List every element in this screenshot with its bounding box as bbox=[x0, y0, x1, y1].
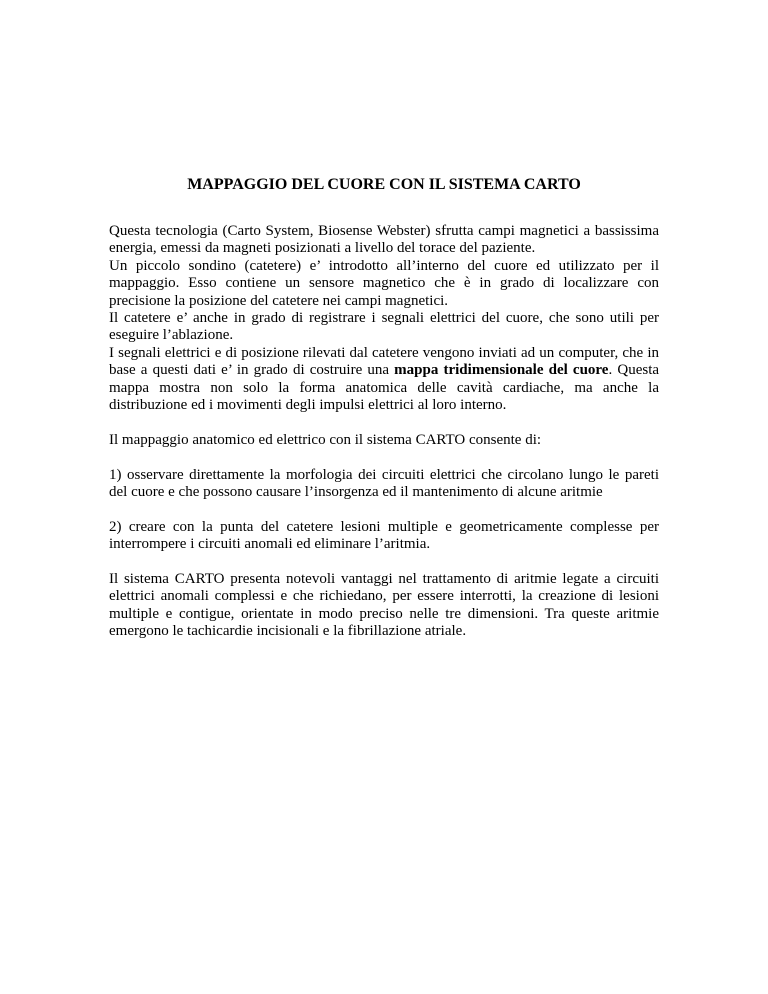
document-body bbox=[109, 223, 659, 641]
paragraph-list-intro: Il mappaggio anatomico ed elettrico con il sistema CARTO consente di: bbox=[109, 431, 542, 448]
paragraph-catheter: Un piccolo sondino (catetere) e’ introdotto all’interno del cuore ed utilizzato per il mappaggio. Esso contiene un sensore magnetico che è in grado di localizzare con precisione la posizione del catetere nei campi magnetici. bbox=[109, 257, 659, 309]
paragraph-computer-map bbox=[109, 345, 659, 415]
paragraph-technology: Questa tecnologia (Carto System, Biosense Webster) sfrutta campi magnetici a bassissima energia, emessi da magneti posizionati a livello del torace del paziente. bbox=[109, 223, 659, 257]
paragraph-signals: Il catetere e’ anche in grado di registrare i segnali elettrici del cuore, che sono utili per eseguire l’ablazione. bbox=[109, 310, 659, 344]
paragraph-computer-map-text-end: . Questa mappa mostra non solo la forma anatomica delle cavità cardiache, ma anche la distribuzione ed i movimenti degli impulsi elettrici al loro interno. bbox=[109, 362, 660, 414]
paragraph-conclusion: Il sistema CARTO presenta notevoli vantaggi nel trattamento di aritmie legate a circuiti elettrici anomali complessi e che richiedano, per essere interrotti, la creazione di lesioni multiple e contigue, orientate in modo preciso nelle tre dimensioni. Tra queste aritmie emergono le tachicardie incisionali e la fibrillazione atriale. bbox=[109, 571, 659, 640]
paragraph-computer-map-text-start: I segnali elettrici e di posizione rilevati dal catetere vengono inviati ad un computer, che in base a questi dati e’ in grado di costruire una bbox=[109, 344, 659, 379]
bold-3d-map-phrase: mappa tridimensionale del cuore bbox=[394, 362, 609, 379]
list-item-2: 2) creare con la punta del catetere lesioni multiple e geometricamente complesse per interrompere i circuiti anomali ed eliminare l’aritmia. bbox=[109, 518, 659, 553]
list-item-1: 1) osservare direttamente la morfologia dei circuiti elettrici che circolano lungo le pareti del cuore e che possono causare l’insorgenza ed il mantenimento di alcune aritmie bbox=[109, 466, 659, 501]
document-title: MAPPAGGIO DEL CUORE CON IL SISTEMA CARTO bbox=[187, 176, 581, 193]
